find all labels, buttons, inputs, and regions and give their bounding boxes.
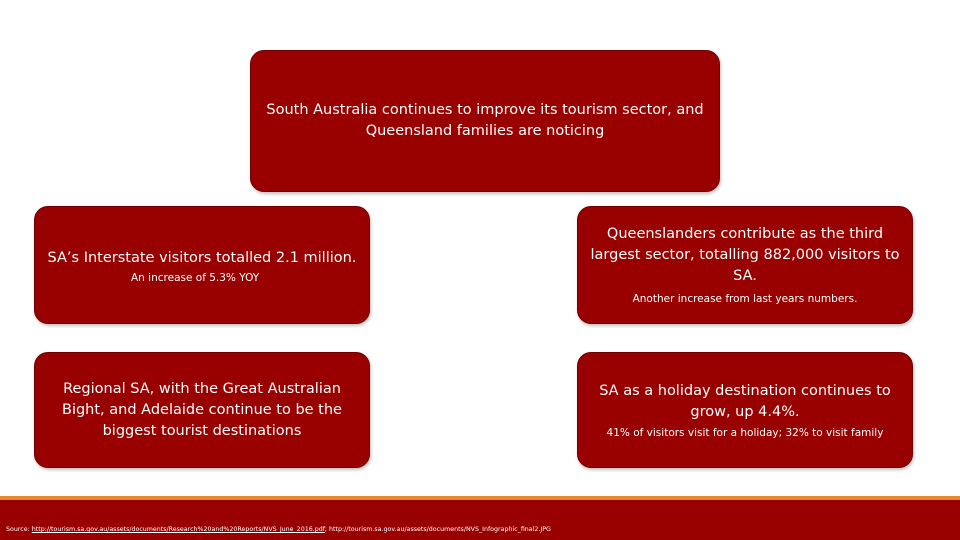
source-citation <box>6 526 551 533</box>
queensland-visitors-subtext: Another increase from last years numbers. <box>632 293 858 305</box>
headline-text: South Australia continues to improve its tourism sector, and Queensland families are noticing <box>266 102 704 139</box>
holiday-destination-box <box>577 352 913 468</box>
headline-box <box>250 50 720 192</box>
source-link-nvs-report[interactable]: http://tourism.sa.gov.au/assets/documents/Research%20and%20Reports/NVS_June_2016.pdf <box>31 526 325 533</box>
destinations-text: Regional SA, with the Great Australian Bight, and Adelaide continue to be the biggest tourist destinations <box>62 381 342 439</box>
interstate-visitors-text: SA’s Interstate visitors totalled 2.1 million. <box>47 250 357 266</box>
destinations-box <box>34 352 370 468</box>
source-separator: ; <box>324 526 330 533</box>
interstate-visitors-box <box>34 206 370 324</box>
interstate-visitors-subtext: An increase of 5.3% YOY <box>131 272 260 284</box>
footer-bar <box>0 500 960 540</box>
queensland-visitors-box <box>577 206 913 324</box>
source-link-infographic: http://tourism.sa.gov.au/assets/documents/NVS_Infographic_final2.JPG <box>329 526 551 533</box>
holiday-destination-text: SA as a holiday destination continues to grow, up 4.4%. <box>599 383 891 420</box>
holiday-destination-subtext: 41% of visitors visit for a holiday; 32% to visit family <box>606 427 884 439</box>
source-label: Source: <box>6 526 32 533</box>
queensland-visitors-text: Queenslanders contribute as the third largest sector, totalling 882,000 visitors to SA. <box>590 226 900 284</box>
